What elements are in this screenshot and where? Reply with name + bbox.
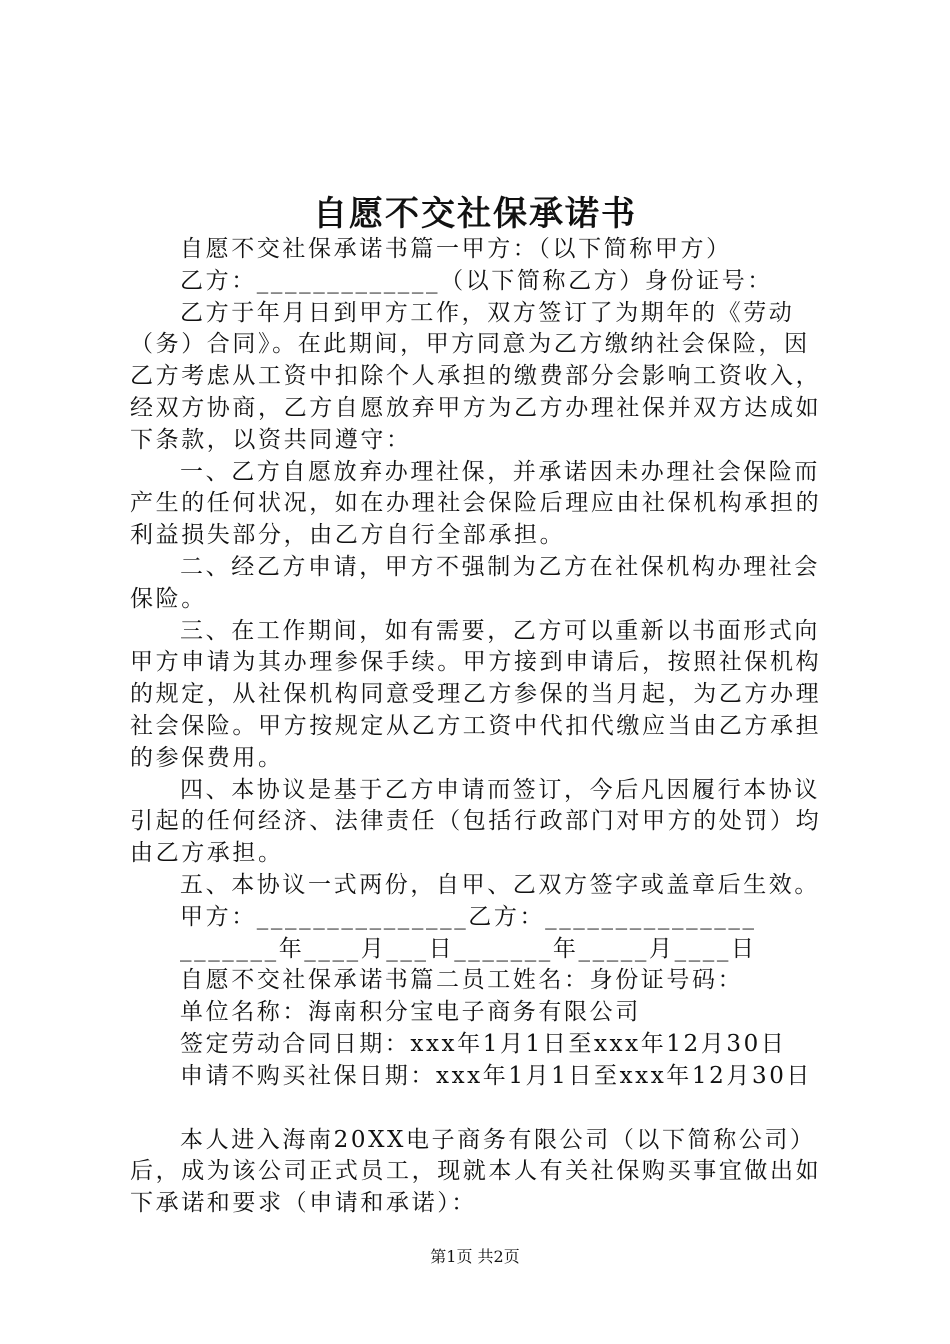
page-footer: 第1页 共2页 [430, 1247, 520, 1266]
paragraph-party-b: 乙方：_____________（以下简称乙方）身份证号： [180, 267, 773, 294]
paragraph-heading-part-two: 自愿不交社保承诺书篇二员工姓名：身份证号码： [180, 967, 744, 994]
paragraph-no-insurance-dates: 申请不购买社保日期：xxx年1月1日至xxx年12月30日 [180, 1062, 813, 1089]
paragraph-clause-3: 三、在工作期间，如有需要，乙方可以重新以书面形式向甲方申请为其办理参保手续。甲方接到申请后，按照社保机构的规定，从社保机构同意受理乙方参保的当月起，为乙方办理社会保险。甲方按规定从乙方工资中代扣代缴应当由乙方承担的参保费用。 [130, 617, 822, 771]
paragraph-clause-2: 二、经乙方申请，甲方不强制为乙方在社保机构办理社会保险。 [130, 553, 820, 612]
paragraph-clause-5: 五、本协议一式两份，自甲、乙双方签字或盖章后生效。 [180, 871, 820, 898]
paragraph-clause-1: 一、乙方自愿放弃办理社保，并承诺因未办理社会保险而产生的任何状况，如在办理社会保险后理应由社保机构承担的利益损失部分，由乙方自行全部承担。 [130, 458, 822, 549]
paragraph-clause-4: 四、本协议是基于乙方申请而签订，今后凡因履行本协议引起的任何经济、法律责任（包括行政部门对甲方的处罚）均由乙方承担。 [130, 776, 822, 867]
document-body [130, 234, 830, 1220]
date-line: _______年____月___日_______年_____月____日 [180, 935, 757, 962]
paragraph-preamble: 乙方于年月日到甲方工作，双方签订了为期年的《劳动（务）合同》。在此期间，甲方同意为乙方缴纳社会保险，因乙方考虑从工资中扣除个人承担的缴费部分会影响工资收入，经双方协商，乙方自愿放弃甲方为乙方办理社保并双方达成如下条款，以资共同遵守： [130, 299, 822, 453]
paragraph-heading-part-one: 自愿不交社保承诺书篇一甲方：（以下简称甲方） [180, 236, 732, 262]
paragraph-company-name: 单位名称：海南积分宝电子商务有限公司 [180, 999, 641, 1026]
signature-line: 甲方：_______________乙方：_______________ [180, 903, 757, 930]
document-title: 自愿不交社保承诺书 [313, 194, 637, 234]
paragraph-contract-dates: 签定劳动合同日期：xxx年1月1日至xxx年12月30日 [180, 1030, 787, 1057]
paragraph-employee-statement: 本人进入海南20XX电子商务有限公司（以下简称公司）后，成为该公司正式员工，现就本人有关社保购买事宜做出如下承诺和要求（申请和承诺）： [130, 1126, 822, 1217]
paragraph-spacer [130, 1093, 830, 1125]
